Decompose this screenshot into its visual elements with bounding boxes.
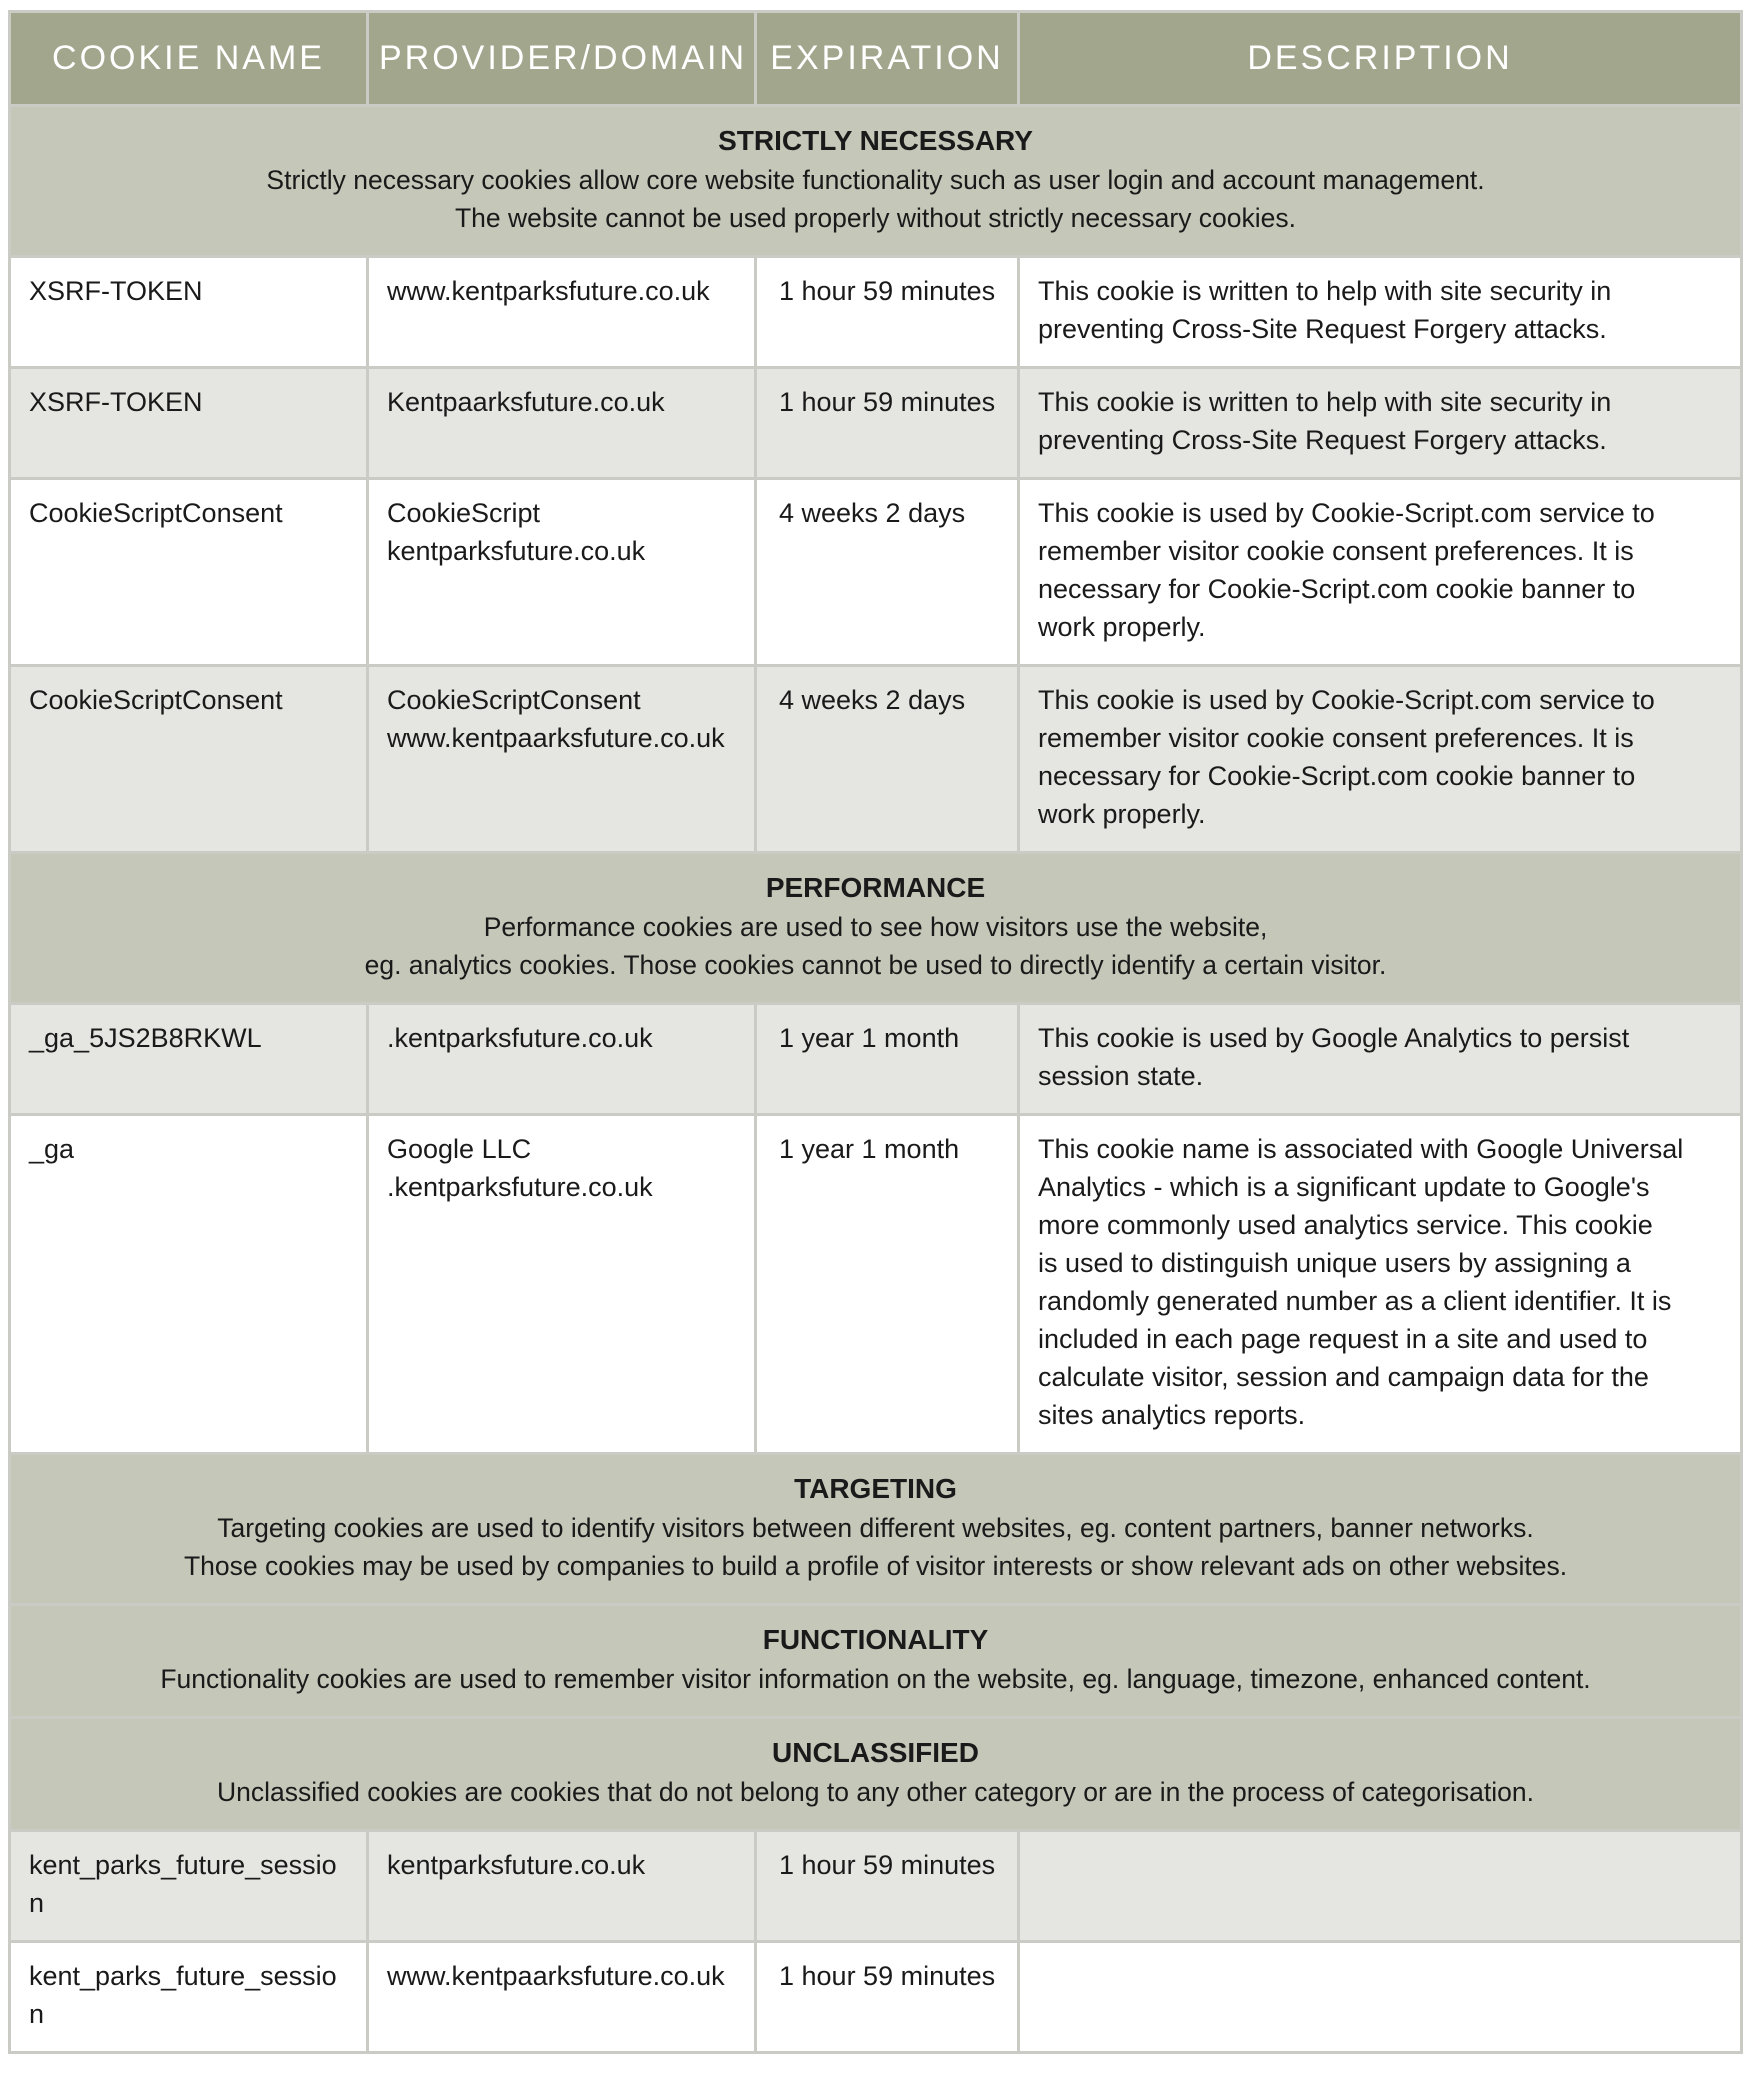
description-line: preventing Cross-Site Request Forgery attacks. <box>1038 314 1607 344</box>
description-line: This cookie is used by Cookie-Script.com service to <box>1038 498 1655 528</box>
cell-expiration: 4 weeks 2 days <box>756 479 1019 666</box>
provider-line: .kentparksfuture.co.uk <box>387 1172 653 1202</box>
section-header-cell <box>10 1718 1742 1831</box>
provider-line: CookieScriptConsent <box>387 685 641 715</box>
table-row <box>10 1004 1742 1115</box>
cell-expiration: 1 hour 59 minutes <box>756 1831 1019 1942</box>
section-description-line: Those cookies may be used by companies to build a profile of visitor interests or show relevant ads on other websites. <box>183 1551 1568 1581</box>
section-title: FUNCTIONALITY <box>762 1624 989 1655</box>
section-strictly-necessary <box>10 106 1742 257</box>
cell-expiration: 1 hour 59 minutes <box>756 368 1019 479</box>
section-performance <box>10 853 1742 1004</box>
provider-line: Google LLC <box>387 1134 532 1164</box>
cell-cookie-name: kent_parks_future_session <box>10 1942 368 2053</box>
cell-cookie-name: _ga_5JS2B8RKWL <box>10 1004 368 1115</box>
description-line: randomly generated number as a client identifier. It is <box>1038 1286 1672 1316</box>
provider-line: .kentparksfuture.co.uk <box>387 1023 653 1053</box>
description-line: sites analytics reports. <box>1038 1400 1306 1430</box>
cell-cookie-name: _ga <box>10 1115 368 1454</box>
cell-description <box>1019 666 1742 853</box>
cell-provider-domain <box>368 479 756 666</box>
table-row <box>10 257 1742 368</box>
provider-line: www.kentpaarksfuture.co.uk <box>387 723 725 753</box>
header-provider-domain: PROVIDER/DOMAIN <box>368 12 756 106</box>
cell-provider-domain <box>368 1942 756 2053</box>
cell-expiration: 1 hour 59 minutes <box>756 1942 1019 2053</box>
section-header-cell <box>10 853 1742 1004</box>
description-line: This cookie is used by Cookie-Script.com service to <box>1038 685 1655 715</box>
section-description-line: Targeting cookies are used to identify visitors between different websites, eg. content partners, banner networks. <box>217 1513 1534 1543</box>
cookie-table <box>8 10 1743 2054</box>
table-header <box>10 12 1742 106</box>
provider-line: www.kentparksfuture.co.uk <box>387 276 710 306</box>
section-description-line: Unclassified cookies are cookies that do not belong to any other category or are in the process of categorisation. <box>217 1777 1534 1807</box>
section-functionality <box>10 1605 1742 1718</box>
header-cookie-name: COOKIE NAME <box>10 12 368 106</box>
section-description-line: Functionality cookies are used to remember visitor information on the website, eg. language, timezone, enhanced content. <box>160 1664 1591 1694</box>
section-title: PERFORMANCE <box>765 872 986 903</box>
description-line: remember visitor cookie consent preferences. It is <box>1038 723 1634 753</box>
cell-cookie-name: XSRF-TOKEN <box>10 257 368 368</box>
cell-cookie-name: XSRF-TOKEN <box>10 368 368 479</box>
cell-description <box>1019 479 1742 666</box>
header-description: DESCRIPTION <box>1019 12 1742 106</box>
description-line: is used to distinguish unique users by assigning a <box>1038 1248 1631 1278</box>
section-header-cell <box>10 1454 1742 1605</box>
description-line: calculate visitor, session and campaign data for the <box>1038 1362 1649 1392</box>
description-line: preventing Cross-Site Request Forgery attacks. <box>1038 425 1607 455</box>
table-row <box>10 479 1742 666</box>
provider-line: CookieScript <box>387 498 541 528</box>
description-line: included in each page request in a site and used to <box>1038 1324 1648 1354</box>
cell-description <box>1019 1942 1742 2053</box>
cell-description <box>1019 368 1742 479</box>
cell-expiration: 4 weeks 2 days <box>756 666 1019 853</box>
cell-expiration: 1 year 1 month <box>756 1115 1019 1454</box>
description-line: This cookie name is associated with Google Universal <box>1038 1134 1684 1164</box>
description-line: remember visitor cookie consent preferences. It is <box>1038 536 1634 566</box>
provider-line: Kentpaarksfuture.co.uk <box>387 387 665 417</box>
cell-provider-domain <box>368 1831 756 1942</box>
description-line: This cookie is written to help with site security in <box>1038 387 1612 417</box>
cell-description <box>1019 1831 1742 1942</box>
section-title: TARGETING <box>794 1473 957 1504</box>
section-title: UNCLASSIFIED <box>772 1737 979 1768</box>
section-targeting <box>10 1454 1742 1605</box>
section-header-cell <box>10 1605 1742 1718</box>
table-body <box>10 106 1742 2053</box>
cell-description <box>1019 1004 1742 1115</box>
section-title: STRICTLY NECESSARY <box>718 125 1033 156</box>
description-line: session state. <box>1038 1061 1204 1091</box>
cell-provider-domain <box>368 1004 756 1115</box>
table-row <box>10 666 1742 853</box>
cell-provider-domain <box>368 666 756 853</box>
description-line: This cookie is used by Google Analytics to persist <box>1038 1023 1630 1053</box>
description-line: more commonly used analytics service. This cookie <box>1038 1210 1653 1240</box>
section-description-line: eg. analytics cookies. Those cookies cannot be used to directly identify a certain visitor. <box>364 950 1387 980</box>
header-expiration: EXPIRATION <box>756 12 1019 106</box>
section-header-cell <box>10 106 1742 257</box>
section-description-line: The website cannot be used properly without strictly necessary cookies. <box>454 203 1297 233</box>
table-row <box>10 368 1742 479</box>
table-row <box>10 1942 1742 2053</box>
cell-provider-domain <box>368 1115 756 1454</box>
description-line: This cookie is written to help with site security in <box>1038 276 1612 306</box>
description-line: Analytics - which is a significant update to Google's <box>1038 1172 1650 1202</box>
cell-provider-domain <box>368 368 756 479</box>
section-unclassified <box>10 1718 1742 1831</box>
cell-cookie-name: CookieScriptConsent <box>10 666 368 853</box>
provider-line: www.kentpaarksfuture.co.uk <box>387 1961 725 1991</box>
section-description-line: Performance cookies are used to see how visitors use the website, <box>483 912 1268 942</box>
table-row <box>10 1115 1742 1454</box>
cell-expiration: 1 year 1 month <box>756 1004 1019 1115</box>
cell-provider-domain <box>368 257 756 368</box>
provider-line: kentparksfuture.co.uk <box>387 1850 646 1880</box>
description-line: necessary for Cookie-Script.com cookie banner to <box>1038 574 1636 604</box>
cell-expiration: 1 hour 59 minutes <box>756 257 1019 368</box>
cell-description <box>1019 1115 1742 1454</box>
description-line: work properly. <box>1038 799 1206 829</box>
cell-cookie-name: CookieScriptConsent <box>10 479 368 666</box>
description-line: work properly. <box>1038 612 1206 642</box>
section-description-line: Strictly necessary cookies allow core website functionality such as user login and account management. <box>266 165 1485 195</box>
description-line: necessary for Cookie-Script.com cookie banner to <box>1038 761 1636 791</box>
provider-line: kentparksfuture.co.uk <box>387 536 646 566</box>
cell-cookie-name: kent_parks_future_session <box>10 1831 368 1942</box>
cell-description <box>1019 257 1742 368</box>
table-row <box>10 1831 1742 1942</box>
